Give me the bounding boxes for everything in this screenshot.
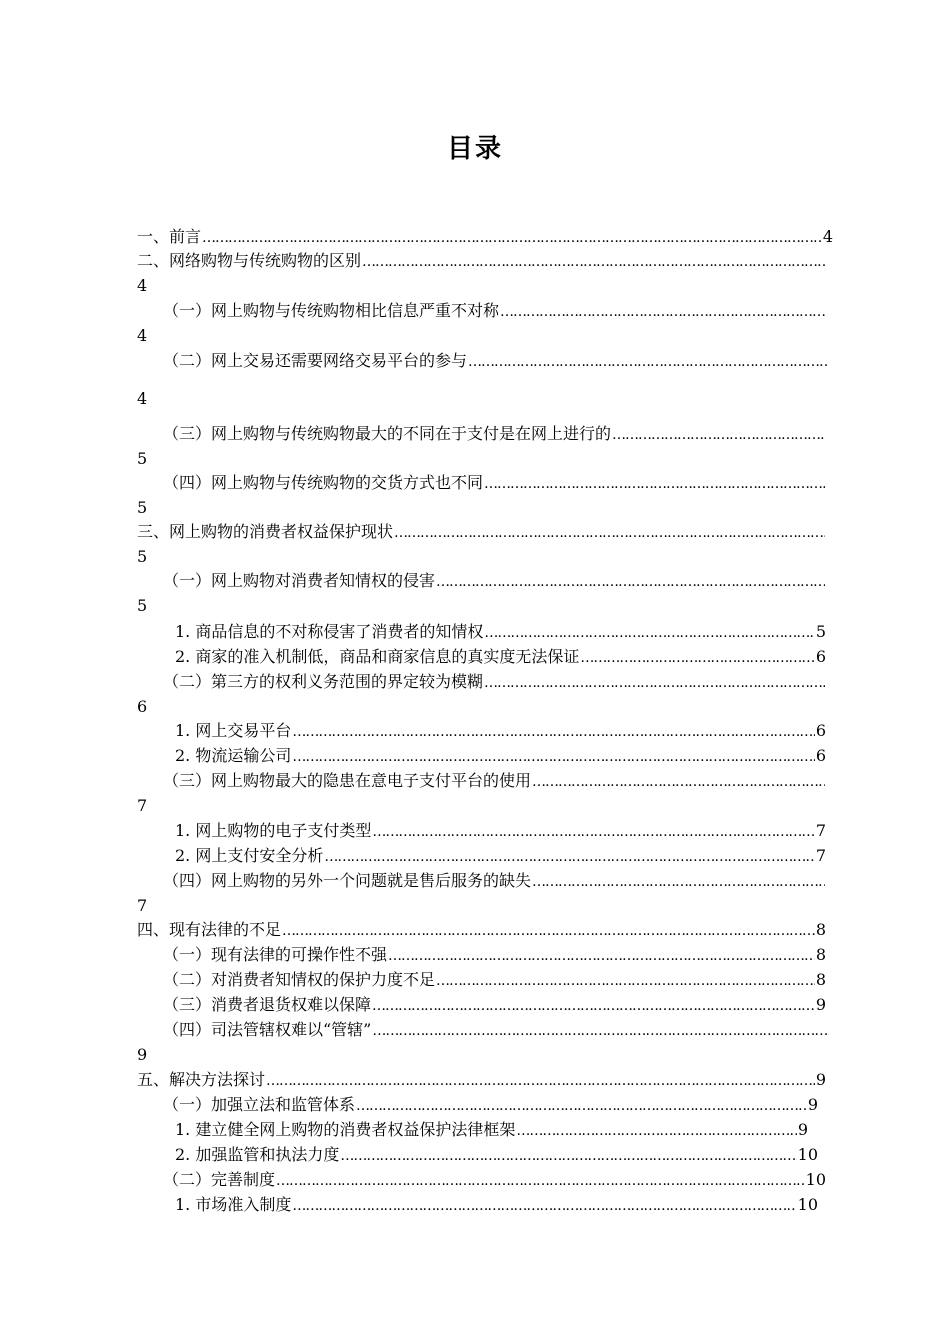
toc-leader-dots [484,474,825,494]
toc-entry-title: （二）完善制度 [163,1170,276,1189]
toc-page-number: 9 [807,1095,818,1114]
toc-entry-title: 2. 网上支付安全分析 [175,846,324,865]
toc-entry-title: 1. 市场准入制度 [175,1195,292,1214]
toc-entry[interactable] [137,251,826,272]
toc-leader-dots [436,971,815,991]
toc-entry[interactable] [163,424,826,445]
toc-page-number: 8 [815,945,826,964]
toc-page-number: 10 [805,1170,826,1189]
toc-leader-dots [468,352,829,372]
toc-leader-dots [612,425,825,445]
toc-entry[interactable] [137,1070,826,1091]
toc-entry[interactable] [175,846,826,867]
toc-page-number: 7 [137,896,148,915]
toc-entry-title: （三）网上购物与传统购物最大的不同在于支付是在网上进行的 [163,424,612,443]
toc-page-number: 8 [815,920,826,939]
toc-leader-dots [580,648,814,668]
toc-leader-dots [202,228,822,248]
toc-leader-dots [532,872,825,892]
toc-page-number: 4 [137,326,148,345]
toc-entry[interactable] [163,1170,826,1191]
toc-leader-dots [292,722,814,742]
toc-entry[interactable] [163,672,826,693]
toc-entry[interactable] [175,1195,818,1216]
toc-page-number: 7 [815,821,826,840]
toc-entry-title: 1. 网上购物的电子支付类型 [175,821,372,840]
toc-page-number: 9 [137,1045,148,1064]
toc-entry-title: 1. 建立健全网上购物的消费者权益保护法律框架 [175,1120,516,1139]
toc-entry-title: （一）现有法律的可操作性不强 [163,945,388,964]
toc-leader-dots [356,1096,807,1116]
toc-entry-title: （三）消费者退货权难以保障 [163,995,372,1014]
toc-page-number: 4 [822,227,833,246]
toc-entry[interactable] [163,945,826,966]
toc-page-number: 9 [815,1070,826,1089]
toc-leader-dots [500,302,825,322]
toc-leader-dots [324,847,814,867]
toc-page-number: 4 [137,276,148,295]
toc-entry-title: 2. 物流运输公司 [175,746,292,765]
toc-page-number: 7 [137,796,148,815]
toc-page-number: 9 [797,1120,808,1139]
toc-entry[interactable] [163,771,826,792]
toc-entry[interactable] [163,473,826,494]
toc-leader-dots [340,1146,796,1166]
toc-page-number: 6 [815,647,826,666]
toc-entry[interactable] [163,1020,830,1041]
toc-entry-title: （三）网上购物最大的隐患在意电子支付平台的使用 [163,771,532,790]
toc-entry[interactable] [175,721,826,742]
toc-leader-dots [266,1071,815,1091]
toc-entry[interactable] [163,871,826,892]
toc-leader-dots [292,1196,796,1216]
toc-page-number: 8 [815,970,826,989]
toc-entry[interactable] [163,571,826,592]
toc-page-number: 5 [137,596,148,615]
toc-page-number: 6 [815,721,826,740]
toc-leader-dots [484,673,825,693]
toc-entry-title: 四、现有法律的不足 [137,920,282,939]
toc-entry-title: （四）网上购物与传统购物的交货方式也不同 [163,473,484,492]
toc-leader-dots [388,946,815,966]
toc-entry[interactable] [137,522,826,543]
toc-entry-title: 五、解决方法探讨 [137,1070,266,1089]
toc-leader-dots [394,523,825,543]
toc-leader-dots [372,996,815,1016]
toc-page-number: 5 [137,449,148,468]
toc-leader-dots [372,1021,829,1041]
toc-page-number: 7 [815,846,826,865]
toc-page-number: 4 [137,389,148,408]
toc-entry-title: （四）网上购物的另外一个问题就是售后服务的缺失 [163,871,532,890]
toc-entry[interactable] [175,746,826,767]
toc-entry[interactable] [163,1095,818,1116]
toc-page-number: 5 [815,622,826,641]
toc-entry-title: （二）网上交易还需要网络交易平台的参与 [163,351,468,370]
toc-leader-dots [516,1121,796,1141]
toc-leader-dots [484,623,814,643]
toc-entry[interactable] [175,622,826,643]
toc-entry[interactable] [163,995,826,1016]
toc-entry[interactable] [163,301,826,322]
toc-page-number: 6 [815,746,826,765]
toc-entry[interactable] [175,1145,818,1166]
toc-entry[interactable] [137,227,833,248]
toc-entry[interactable] [175,1120,808,1141]
toc-leader-dots [436,572,825,592]
toc-leader-dots [532,772,825,792]
toc-leader-dots [362,252,825,272]
toc-entry-title: （四）司法管辖权难以“管辖” [163,1020,372,1039]
toc-entry-title: （一）网上购物与传统购物相比信息严重不对称 [163,301,500,320]
toc-entry-title: 一、前言 [137,227,202,246]
toc-page-number: 5 [137,498,148,517]
toc-leader-dots [292,747,814,767]
toc-leader-dots [282,921,815,941]
toc-entry-title: （一）加强立法和监管体系 [163,1095,356,1114]
toc-entry[interactable] [175,821,826,842]
toc-page-number: 10 [797,1195,818,1214]
toc-page-number: 5 [137,547,148,566]
toc-entry[interactable] [137,920,826,941]
toc-entry-title: 2. 商家的准入机制低，商品和商家信息的真实度无法保证 [175,647,580,666]
toc-entry-title: 三、网上购物的消费者权益保护现状 [137,522,394,541]
toc-entry-title: （一）网上购物对消费者知情权的侵害 [163,571,436,590]
toc-entry[interactable] [175,647,826,668]
toc-entry-title: （二）对消费者知情权的保护力度不足 [163,970,436,989]
toc-entry-title: 二、网络购物与传统购物的区别 [137,251,362,270]
toc-entry-title: 1. 商品信息的不对称侵害了消费者的知情权 [175,622,484,641]
toc-page-number: 6 [137,697,148,716]
toc-entry[interactable] [163,970,826,991]
toc-entry[interactable] [163,351,830,372]
toc-leader-dots [276,1171,805,1191]
toc-leader-dots [372,822,814,842]
toc-entry-title: （二）第三方的权利义务范围的界定较为模糊 [163,672,484,691]
toc-entry-title: 2. 加强监管和执法力度 [175,1145,340,1164]
page-title: 目录 [446,134,503,164]
toc-page-number: 10 [797,1145,818,1164]
toc-entry-title: 1. 网上交易平台 [175,721,292,740]
toc-page-number: 9 [815,995,826,1014]
